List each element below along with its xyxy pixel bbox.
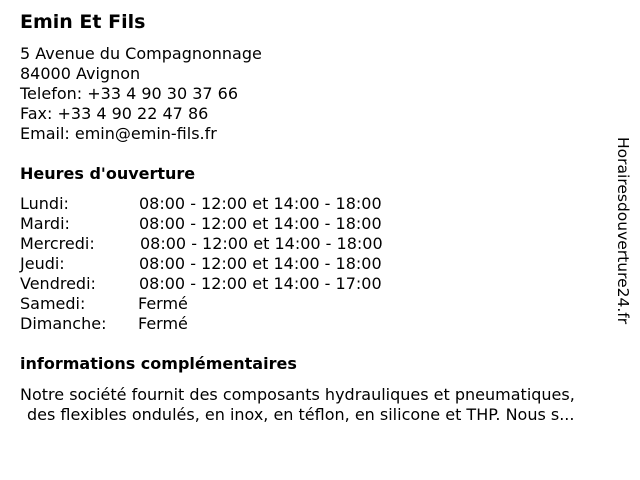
- address-street: 5 Avenue du Compagnonnage: [20, 44, 262, 63]
- day-label: Dimanche:: [20, 314, 107, 333]
- day-label: Mercredi:: [20, 234, 95, 253]
- hours-heading: Heures d'ouverture: [20, 164, 196, 183]
- time-value: 08:00 - 12:00 et 14:00 - 18:00: [139, 214, 382, 233]
- fax-number: Fax: +33 4 90 22 47 86: [20, 104, 209, 123]
- time-value: 08:00 - 12:00 et 14:00 - 17:00: [139, 274, 382, 293]
- day-label: Lundi:: [20, 194, 69, 213]
- time-value: Fermé: [138, 314, 188, 333]
- day-label: Vendredi:: [20, 274, 96, 293]
- day-label: Mardi:: [20, 214, 70, 233]
- info-heading: informations complémentaires: [20, 354, 297, 373]
- day-label: Jeudi:: [20, 254, 65, 273]
- contact-block: [20, 44, 262, 144]
- info-line: Notre société fournit des composants hydrauliques et pneumatiques,: [20, 385, 575, 404]
- business-name: Emin Et Fils: [20, 11, 146, 33]
- info-line: des flexibles ondulés, en inox, en téflon, en silicone et THP. Nous s...: [27, 405, 575, 424]
- time-value: Fermé: [138, 294, 188, 313]
- address-city: 84000 Avignon: [20, 64, 141, 83]
- phone-number: Telefon: +33 4 90 30 37 66: [20, 84, 239, 103]
- time-value: 08:00 - 12:00 et 14:00 - 18:00: [139, 254, 382, 273]
- email-address: Email: emin@emin-fils.fr: [20, 124, 217, 143]
- site-watermark: Horairesdouverture24.fr: [614, 137, 632, 325]
- time-value: 08:00 - 12:00 et 14:00 - 18:00: [139, 194, 382, 213]
- info-description: [20, 385, 630, 425]
- time-value: 08:00 - 12:00 et 14:00 - 18:00: [140, 234, 383, 253]
- day-label: Samedi:: [20, 294, 86, 313]
